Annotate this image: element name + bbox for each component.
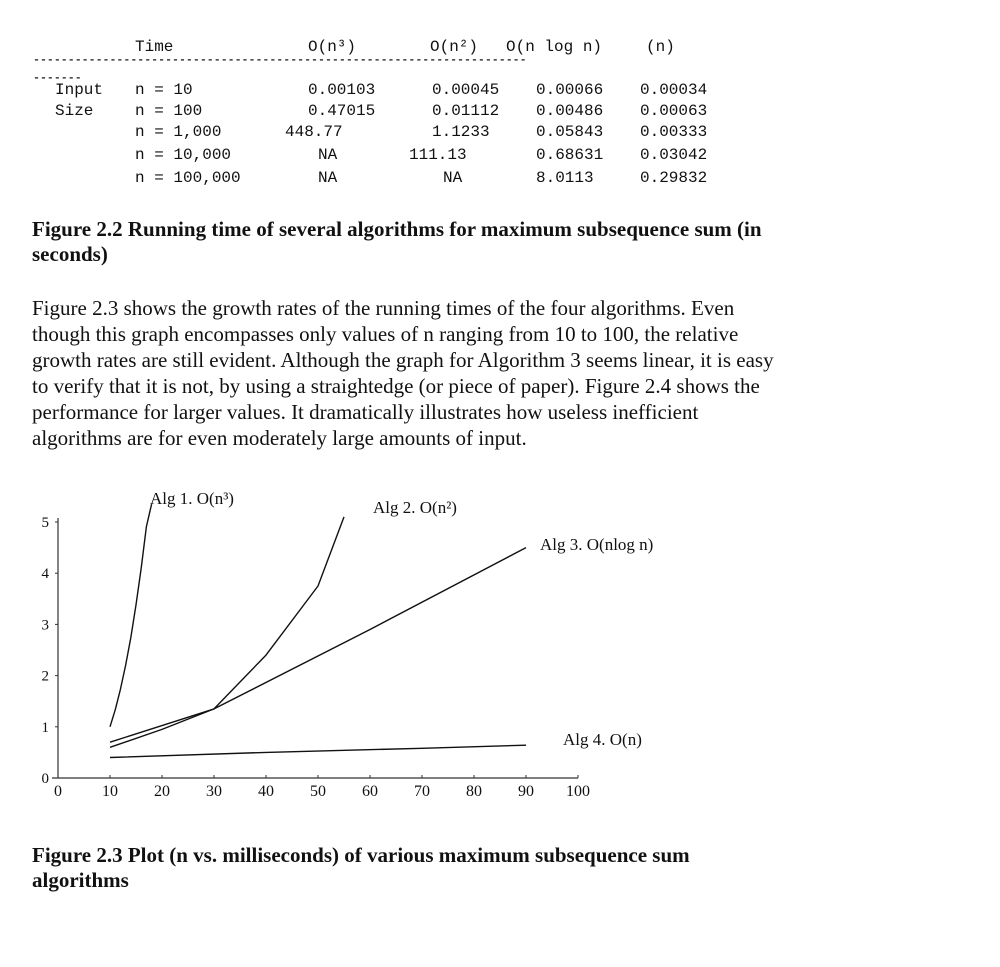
table-cell: 0.01112	[432, 102, 500, 120]
paragraph-line: Figure 2.3 shows the growth rates of the running times of the four algorithms. Even	[32, 296, 735, 320]
table-cell-n: n = 10,000	[135, 146, 232, 164]
body-paragraph	[32, 295, 862, 451]
y-tick-label: 1	[41, 719, 49, 736]
x-tick-label: 40	[258, 783, 274, 800]
series-line-alg1	[110, 504, 152, 727]
y-tick-label: 5	[41, 515, 49, 531]
paragraph-line: though this graph encompasses only values of n ranging from 10 to 100, the relative	[32, 322, 739, 346]
label-alg1: Alg 1. O(n³)	[150, 489, 234, 508]
table-cell-n: n = 100,000	[135, 169, 241, 187]
table-cell: 0.00034	[640, 81, 708, 99]
x-tick-label: 20	[154, 783, 170, 800]
table-cell: 0.68631	[536, 146, 604, 164]
paragraph-line: performance for larger values. It dramatically illustrates how useless inefficient	[32, 400, 699, 424]
table-cell: 0.00066	[536, 81, 604, 99]
caption-line: seconds)	[32, 242, 108, 266]
x-tick-label: 100	[566, 783, 590, 800]
paragraph-line: algorithms are for even moderately large amounts of input.	[32, 426, 527, 450]
series-labels	[150, 489, 653, 749]
table-cell: 0.05843	[536, 123, 604, 141]
table-cell: NA	[318, 146, 338, 164]
x-tick-label: 10	[102, 783, 118, 800]
header-nlogn: O(n log n)	[506, 38, 603, 56]
table-cell-n: n = 10	[135, 81, 193, 99]
header-time: Time	[135, 38, 174, 56]
x-tick-label: 60	[362, 783, 378, 800]
table-cell-n: n = 1,000	[135, 123, 222, 141]
x-tick-label: 50	[310, 783, 326, 800]
table-cell-n: n = 100	[135, 102, 203, 120]
caption-line: Figure 2.3 Plot (n vs. milliseconds) of various maximum subsequence sum	[32, 843, 690, 867]
x-tick-label: 70	[414, 783, 430, 800]
paragraph-line: growth rates are still evident. Although the graph for Algorithm 3 seems linear, it is easy	[32, 348, 774, 372]
series-line-alg3	[110, 548, 526, 743]
table-cell: 0.00486	[536, 102, 604, 120]
chart-series	[110, 504, 526, 757]
table-cell: NA	[318, 169, 338, 187]
x-tick-label: 30	[206, 783, 222, 800]
growth-rate-chart	[0, 480, 720, 815]
y-tick-label: 3	[41, 617, 49, 634]
label-alg2: Alg 2. O(n²)	[373, 498, 457, 517]
paragraph-line: to verify that it is not, by using a straightedge (or piece of paper). Figure 2.4 shows the	[32, 374, 760, 398]
table-cell: 0.29832	[640, 169, 708, 187]
x-tick-label: 0	[54, 783, 62, 800]
figure-2-3-caption	[32, 843, 690, 893]
table-cell: 0.00063	[640, 102, 708, 120]
y-tick-label: 2	[41, 668, 49, 685]
table-cell: 1.1233	[432, 123, 490, 141]
chart-axes	[52, 518, 578, 778]
series-line-alg2	[110, 517, 344, 747]
table-cell: 0.03042	[640, 146, 708, 164]
header-linear: (n)	[646, 38, 675, 56]
stub-label-input: Input	[55, 81, 104, 99]
series-line-alg4	[110, 745, 526, 757]
table-cell: 0.00103	[308, 81, 376, 99]
label-alg3: Alg 3. O(nlog n)	[540, 535, 654, 554]
table-cell: 0.00333	[640, 123, 708, 141]
caption-line: algorithms	[32, 868, 129, 892]
y-tick-label: 4	[41, 566, 49, 583]
x-tick-label: 90	[518, 783, 534, 800]
table-cell: 0.00045	[432, 81, 500, 99]
figure-2-2-caption	[32, 217, 762, 267]
table-cell: 448.77	[285, 123, 343, 141]
header-quadratic: O(n²)	[430, 38, 479, 56]
table-cell: 111.13	[409, 146, 467, 164]
table-cell: NA	[443, 169, 463, 187]
table-cell: 8.0113	[536, 169, 594, 187]
caption-line: Figure 2.2 Running time of several algorithms for maximum subsequence sum (in	[32, 217, 762, 241]
y-tick-label: 0	[41, 771, 49, 787]
table-cell: 0.47015	[308, 102, 376, 120]
stub-label-size: Size	[55, 102, 94, 120]
header-cubic: O(n³)	[308, 38, 357, 56]
label-alg4: Alg 4. O(n)	[563, 730, 642, 749]
x-tick-label: 80	[466, 783, 482, 800]
table-separator: ------------------------------------------------------------------------------	[33, 51, 527, 87]
